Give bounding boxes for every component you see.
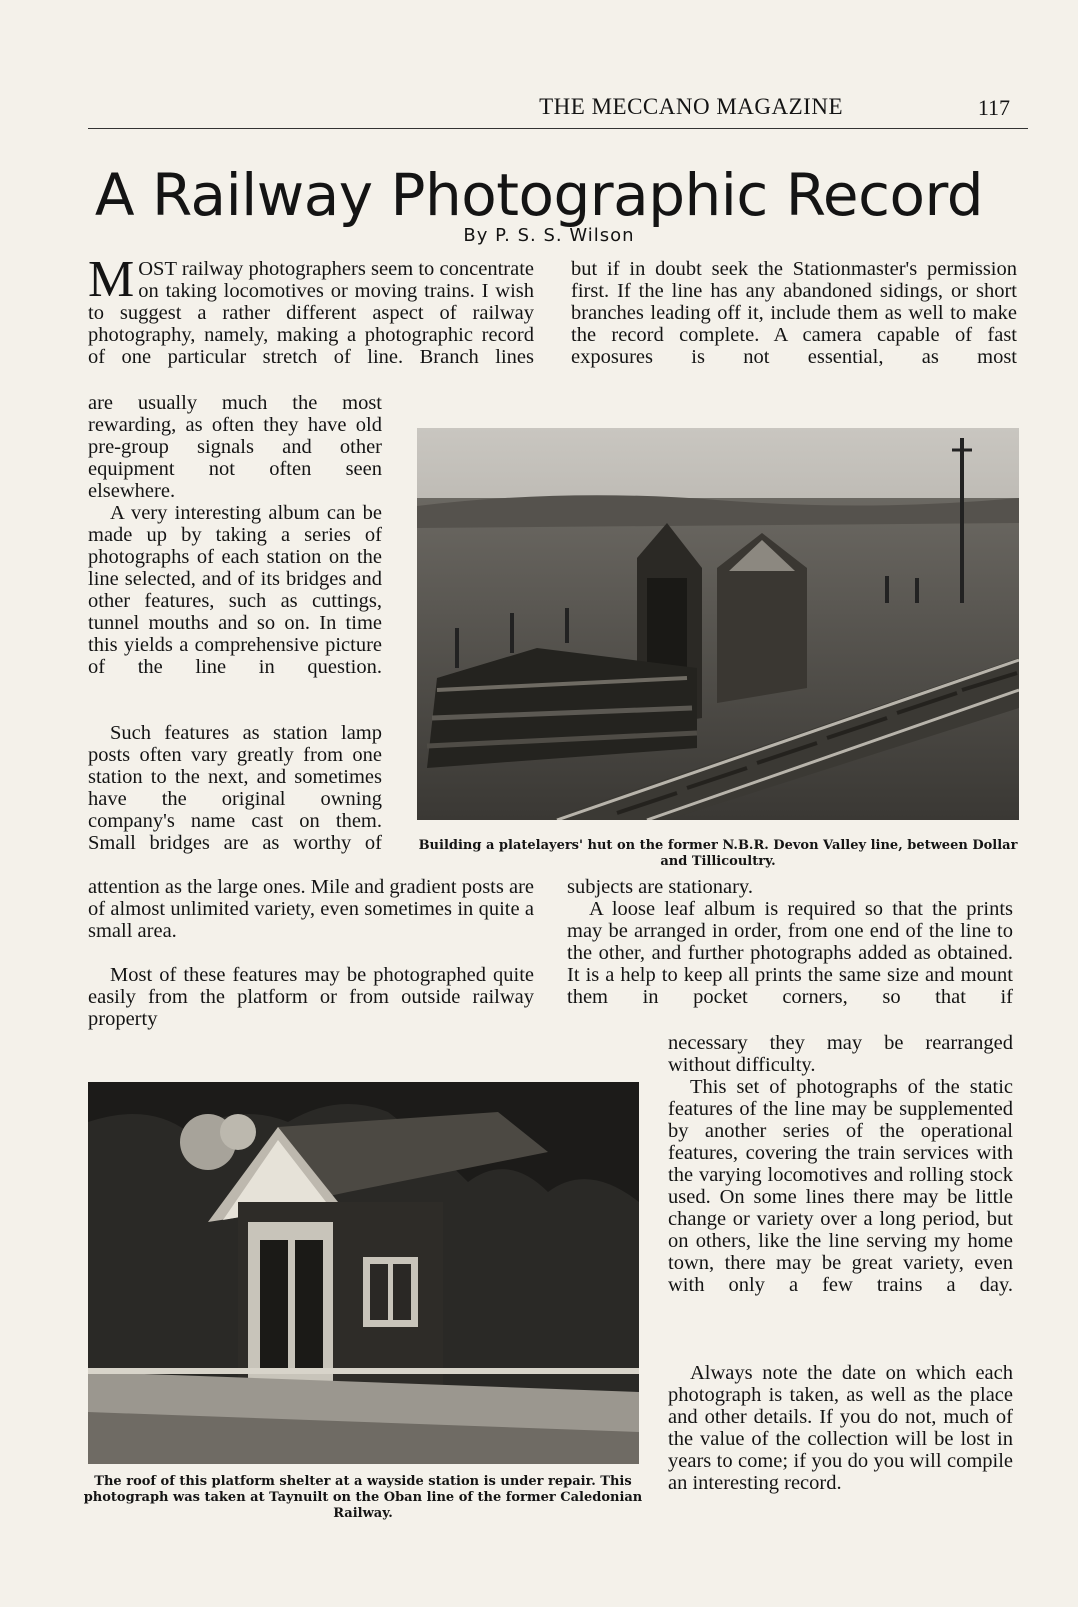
platelayers-hut-photo [417, 428, 1019, 820]
paragraph-album-binding-continued: necessary they may be rearranged without difficulty. [668, 1032, 1013, 1076]
drop-cap: M [88, 251, 135, 308]
paragraph-intro-continued: are usually much the most rewarding, as often they have old pre-group signals and other equipment not often seen elsewhere. [88, 392, 382, 502]
paragraph-stationary: subjects are stationary. [567, 876, 753, 898]
paragraph-intro [88, 251, 534, 368]
page-number: 117 [977, 95, 1010, 120]
paragraph-album-binding: A loose leaf album is required so that the prints may be arranged in order, from one end of the line to the other, and further photographs added as obtained. It is a help to keep all prints the same size and mount them in pocket corners, so that if [567, 898, 1013, 1008]
platform-shelter-photo [88, 1082, 639, 1464]
paragraph-date-note: Always note the date on which each photograph is taken, as well as the place and other details. If you do not, much of the value of the collection will be lost in years to come; if you do you will compile an interesting record. [668, 1362, 1013, 1494]
running-header [88, 92, 1028, 129]
platelayers-hut-caption: Building a platelayers' hut on the former N.B.R. Devon Valley line, between Dollar and Tillicoultry. [418, 838, 1018, 869]
paragraph-features: Such features as station lamp posts often vary greatly from one station to the next, and sometimes have the original owning company's name cast on them. Small bridges are as worthy of [88, 722, 382, 854]
paragraph-permission: but if in doubt seek the Stationmaster's permission first. If the line has any abandoned sidings, or short branches leading off it, include them as well to make the record complete. A camera capable of fast exposures is not essential, as most [571, 258, 1017, 368]
paragraph-intro-text: OST railway photographers seem to concentrate on taking locomotives or moving trains. I wish to suggest a rather different aspect of railway photography, namely, making a photographic record of one particular stretch of line. Branch lines [88, 258, 534, 368]
article-title: A Railway Photographic Record [94, 161, 984, 229]
platelayers-hut-image [417, 428, 1019, 820]
paragraph-operational: This set of photographs of the static features of the line may be supplemented by another series of the operational features, covering the train services with the varying locomotives and rolling stock used. On some lines there may be little change or variety over a long period, but on others, like the line serving my home town, there may be great variety, even with only a few trains a day. [668, 1076, 1013, 1296]
paragraph-album: A very interesting album can be made up by taking a series of photographs of each station on the line selected, and of its bridges and other features, such as cuttings, tunnel mouths and so on. In time this yields a comprehensive picture of the line in question. [88, 502, 382, 678]
platform-shelter-image [88, 1082, 639, 1464]
article-byline: By P. S. S. Wilson [463, 225, 635, 246]
publication-title: THE MECCANO MAGAZINE [539, 94, 843, 119]
platform-shelter-caption: The roof of this platform shelter at a wayside station is under repair. This photograph was taken at Taynuilt on the Oban line of the former Caledonian Railway. [83, 1474, 643, 1521]
paragraph-features-continued: attention as the large ones. Mile and gradient posts are of almost unlimited variety, even sometimes in quite a small area. [88, 876, 534, 942]
paragraph-photographing: Most of these features may be photographed quite easily from the platform or from outside railway property [88, 964, 534, 1030]
